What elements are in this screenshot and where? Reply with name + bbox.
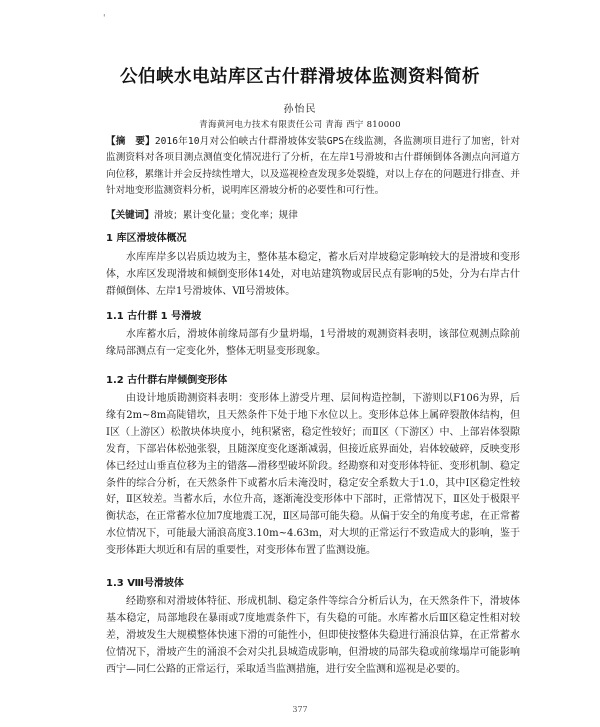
corner-mark: ' xyxy=(103,14,106,24)
keywords-text: 滑坡；累计变化量；变化率；规律 xyxy=(153,210,298,221)
section-heading-1-1: 1.1 古什群 1 号滑坡 xyxy=(106,311,202,322)
paragraph-landslide-8: 经勘察和对滑坡体特征、形成机制、稳定条件等综合分析后认为，在天然条件下，滑坡体基本稳定，局部地段在暴雨或7度地震条件下，有失稳的可能。水库蓄水后Ⅲ区稳定性相对较差，滑坡发生大规模整体快速下滑的可能性小，但即使按整体失稳进行涌浪估算，在正常蓄水位情况下，滑坡产生的涌浪不会对尖扎县城造成影响，但滑坡的局部失稳或前缘塌岸可能影响西宁—同仁公路的正常运行，采取适当监测措施，进行安全监测和巡视是必要的。 xyxy=(106,596,520,675)
abstract xyxy=(106,134,520,199)
page-number: 377 xyxy=(292,705,308,714)
paper-title: 公伯峡水电站库区古什群滑坡体监测资料简析 xyxy=(120,67,480,87)
paragraph-overview: 水库库岸多以岩质边坡为主，整体基本稳定，蓄水后对岸坡稳定影响较大的是滑坡和变形体，水库区发现滑坡和倾倒变形体14处，对电站建筑物或居民点有影响的5处，分为右岸古什群倾倒体、左岸1号滑坡体、Ⅶ号滑坡体。 xyxy=(106,252,520,297)
paragraph-landslide-1: 水库蓄水后，滑坡体前缘局部有少量坍塌，1号滑坡的观测资料表明，该部位观测点除前缘局部测点有一定变化外，整体无明显变形现象。 xyxy=(106,329,520,357)
paragraph-toppling-body: 由设计地质勘测资料表明：变形体上游受片理、层间构造控制，下游则以F106为界，后缘有2m~8m高陡错坎，且天然条件下处于地下水位以上。变形体总体上属碎裂散体结构，但Ⅰ区（上游区）松散块体块度小，纯积紧密，稳定性较好；而Ⅱ区（下游区）中、上部岩体裂隙发育，下部岩体松弛张裂，且随深度变化逐渐减弱，但接近底界面处，岩体较破碎，反映变形体已经过山垂直位移为主的错落—滑移型破坏阶段。经勘察和对变形体特征、变形机制、稳定条件的综合分析，在天然条件下或蓄水后未淹没时，稳定安全系数大于1.0，其中Ⅰ区稳定性较好，Ⅱ区较差。当蓄水后，水位升高，逐渐淹没变形体中下部时，正常情况下，Ⅱ区处于极限平衡状态，在正常蓄水位加7度地震工况，Ⅱ区局部可能失稳。从偏于安全的角度考虑，在正常蓄水位情况下，可能最大涌浪高度3.10m~4.63m，对大坝的正常运行不致造成大的影响，鉴于变形体距大坝近和有居的重要性，对变形体布置了监测设施。 xyxy=(106,393,520,557)
keywords-label: 【关键词】 xyxy=(106,210,154,221)
author-affiliation: 青海黄河电力技术有限责任公司 青海 西宁 810000 xyxy=(199,120,401,130)
author-name: 孙怡民 xyxy=(283,104,317,115)
section-heading-1-3: 1.3 Ⅷ号滑坡体 xyxy=(106,578,184,589)
section-heading-1: 1 库区滑坡体概况 xyxy=(106,233,187,244)
abstract-label: 【摘 要】 xyxy=(106,136,155,147)
keywords xyxy=(106,207,520,221)
abstract-text: 2016年10月对公伯峡古什群滑坡体安装GPS在线监测，各监测项目进行了加密，针对监测资料对各项目测点测值变化情况进行了分析，在左岸1号滑坡和古什群倾倒体各测点向河道方向位移，累继计并会反持续性增大，以及巡视检查发现多处裂缝，对以上存在的问题进行排查、并针对地变形监测资料分析，说明库区滑坡分析的必要性和可行性。 xyxy=(106,136,521,196)
section-heading-1-2: 1.2 古什群右岸倾倒变形体 xyxy=(106,375,228,386)
